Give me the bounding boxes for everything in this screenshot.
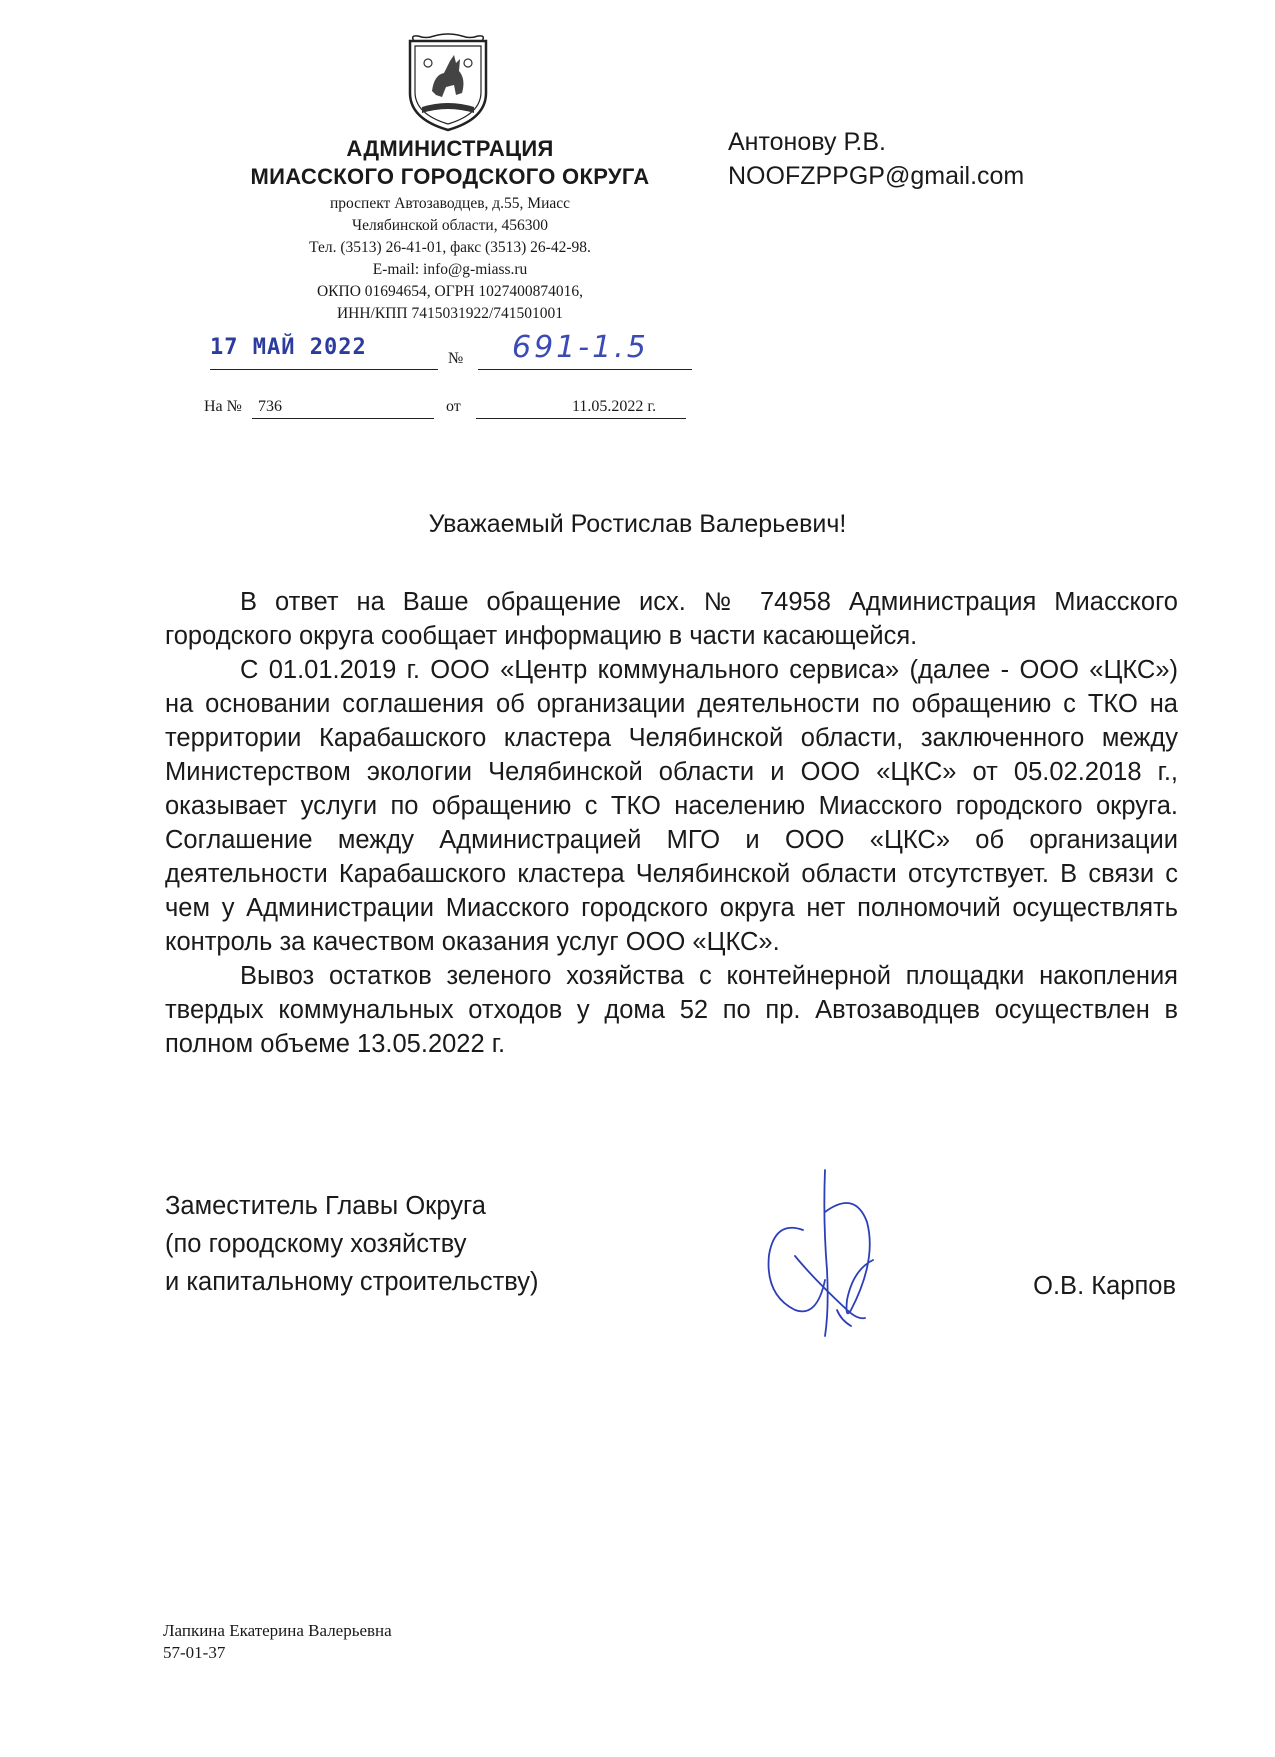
executor-phone: 57-01-37: [163, 1643, 226, 1662]
handwritten-signature-icon: [755, 1160, 905, 1340]
coat-of-arms-icon: [404, 33, 492, 133]
recipient-email: NOOFZPPGP@gmail.com: [728, 162, 1025, 190]
reply-date: 11.05.2022 г.: [572, 398, 657, 415]
paragraph-2: С 01.01.2019 г. ООО «Центр коммунального сервиса» (далее - ООО «ЦКС») на основании соглашения об организации деятельности по обращению с ТКО на территории Карабашского кластера Челябинской области, заключенного между Министерством экологии Челябинской области и ООО «ЦКС» от 05.02.2018 г., оказывает услуги по обращению с ТКО населению Миасского городского округа. Соглашение между Администрацией МГО и ООО «ЦКС» об организации деятельности Карабашского кластера Челябинской области отсутствует. В связи с чем у Администрации Миасского городского округа нет полномочий осуществлять контроль за качеством оказания услуг ООО «ЦКС».: [165, 656, 1178, 956]
org-address-street: проспект Автозаводцев, д.55, Миасс: [329, 195, 571, 212]
reply-number-underline: [252, 418, 434, 419]
letter-body: [165, 585, 1178, 1061]
stamp-date: 17 МАЙ 2022: [210, 335, 367, 360]
from-label: от: [446, 398, 461, 415]
reply-number: 736: [258, 398, 282, 415]
signer-position-line-1: Заместитель Главы Округа: [165, 1192, 486, 1220]
org-inn-kpp: ИНН/КПП 7415031922/741501001: [336, 305, 564, 322]
recipient-name: Антонову Р.В.: [728, 128, 886, 156]
org-name-line-1: АДМИНИСТРАЦИЯ: [346, 136, 554, 161]
reply-date-underline: [476, 418, 686, 419]
outgoing-date-stamp: [210, 335, 367, 360]
number-label: №: [448, 350, 464, 367]
number-underline: [478, 369, 692, 370]
date-underline: [210, 369, 438, 370]
org-okpo-ogrn: ОКПО 01694654, ОГРН 1027400874016,: [316, 283, 583, 300]
org-email: E-mail: info@g-miass.ru: [372, 261, 528, 278]
greeting: Уважаемый Ростислав Валерьевич!: [428, 510, 847, 538]
outgoing-number: 691-1.5: [512, 330, 649, 365]
signer-position-line-2: (по городскому хозяйству: [165, 1230, 467, 1258]
paragraph-3: Вывоз остатков зеленого хозяйства с контейнерной площадки накопления твердых коммунальных отходов у дома 52 по пр. Автозаводцев осуществлен в полном объеме 13.05.2022 г.: [165, 962, 1178, 1058]
org-address-region: Челябинской области, 456300: [352, 217, 548, 234]
org-phone-fax: Тел. (3513) 26-41-01, факс (3513) 26-42-98.: [309, 239, 591, 256]
org-name-line-2: МИАССКОГО ГОРОДСКОГО ОКРУГА: [250, 164, 650, 189]
paragraph-1: В ответ на Ваше обращение исх. № 74958 Администрация Миасского городского округа сообщает информацию в части касающейся.: [165, 588, 1178, 650]
signer-position-line-3: и капитальному строительству): [165, 1268, 539, 1296]
executor-name: Лапкина Екатерина Валерьевна: [163, 1621, 392, 1640]
reply-label: На №: [204, 398, 242, 415]
signer-name: О.В. Карпов: [1033, 1272, 1176, 1300]
